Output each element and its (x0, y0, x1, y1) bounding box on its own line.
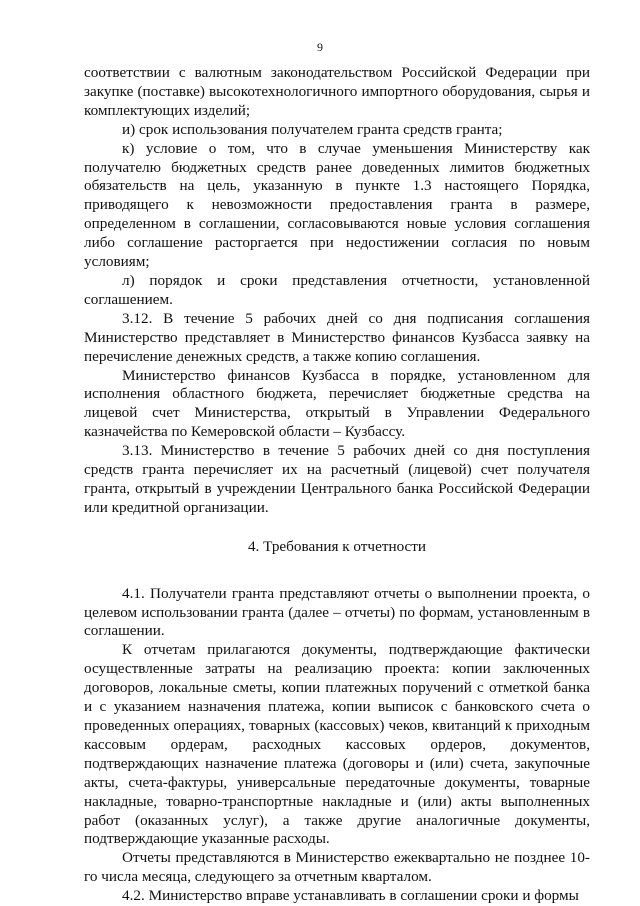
document-body (84, 64, 590, 906)
paragraph: к) условие о том, что в случае уменьшения Министерству как получателю бюджетных средств ранее доведенных лимитов бюджетных обязательств на цель, указанную в пункте 1.3 настоящего Порядка, приводящего к невозможности предоставления гранта в размере, определенном в соглашении, согласовываются новые условия соглашения либо соглашение расторгается при недостижении согласия по новым условиям; (84, 139, 590, 271)
paragraph: Отчеты представляются в Министерство ежеквартально не позднее 10-го числа месяца, следующего за отчетным кварталом. (84, 849, 590, 886)
paragraph: 4.2. Министерство вправе устанавливать в соглашении сроки и формы (122, 887, 579, 905)
paragraph: К отчетам прилагаются документы, подтверждающие фактически осуществленные затраты на реализацию проекта: копии заключенных договоров, локальные сметы, копии платежных поручений с отметкой банка и с указанием назначения платежа, копии выписок с банковского счета о проведенных операциях, товарных (кассовых) чеков, квитанций к приходным кассовым ордерам, расходных кассовых ордеров, документов, подтверждающих назначение платежа (договоры и (или) счета, закупочные акты, счета-фактуры, универсальные передаточные документы, товарные накладные, товарно-транспортные накладные и (или) акты выполненных работ (оказанных услуг), а также другие аналогичные документы, подтверждающие указанные расходы. (84, 641, 590, 848)
page-number: 9 (317, 40, 323, 54)
paragraph: соответствии с валютным законодательством Российской Федерации при закупке (поставке) высокотехнологичного импортного оборудования, сырья и комплектующих изделий; (84, 64, 590, 119)
paragraph: 3.13. Министерство в течение 5 рабочих дней со дня поступления средств гранта перечисляет их на расчетный (лицевой) счет получателя гранта, открытый в учреждении Центрального банка Российской Федерации или кредитной организации. (84, 442, 590, 516)
paragraph: 4.1. Получатели гранта представляют отчеты о выполнении проекта, о целевом использовании гранта (далее – отчеты) по формам, установленным в соглашении. (84, 584, 590, 640)
paragraph: 3.12. В течение 5 рабочих дней со дня подписания соглашения Министерство представляет в Министерство финансов Кузбасса заявку на перечисление денежных средств, а также копию соглашения. (84, 309, 590, 365)
paragraph: л) порядок и сроки представления отчетности, установленной соглашением. (84, 271, 590, 308)
paragraph: и) срок использования получателем гранта средств гранта; (122, 120, 503, 138)
section-3-continuation (84, 64, 590, 518)
paragraph: Министерство финансов Кузбасса в порядке, установленном для исполнения областного бюджета, перечисляет бюджетные средства на лицевой счет Министерства, открытый в Управлении Федерального казначейства по Кемеровской области – Кузбассу. (84, 366, 590, 441)
section-heading: 4. Требования к отчетности (247, 537, 427, 555)
section-4-body (84, 585, 590, 906)
